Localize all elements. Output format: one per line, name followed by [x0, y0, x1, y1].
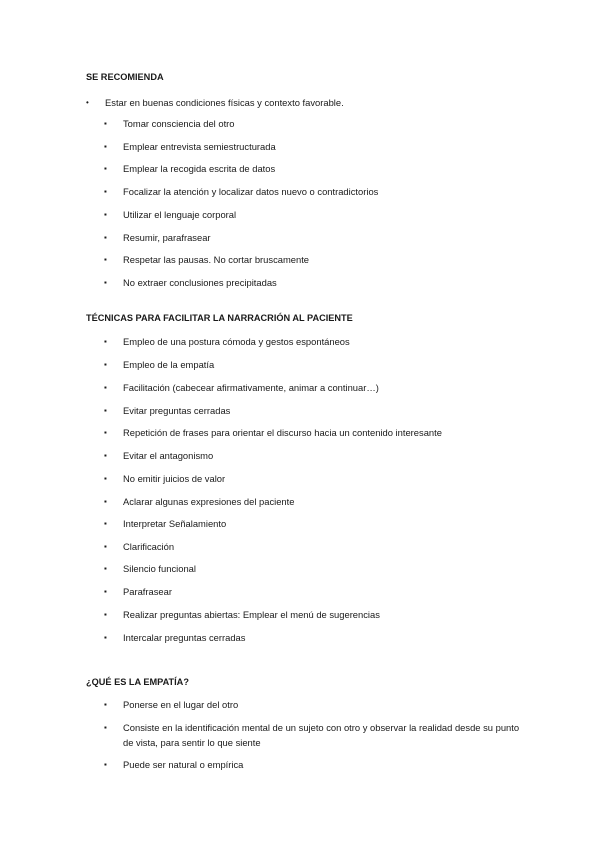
bullet-icon: ▪: [104, 451, 107, 460]
bullet-icon: ▪: [104, 542, 107, 551]
list-item-text: Utilizar el lenguaje corporal: [123, 209, 237, 220]
bullet-icon: ▪: [104, 278, 107, 287]
list-item-text: Respetar las pausas. No cortar bruscamente: [123, 254, 310, 265]
bullet-icon: ▪: [104, 187, 107, 196]
bullet-icon: ▪: [104, 406, 107, 415]
bullet-icon: •: [86, 98, 89, 107]
bullet-icon: ▪: [104, 760, 107, 769]
section-heading-recomienda: SE RECOMIENDA: [86, 72, 164, 82]
list-item-text: Resumir, parafrasear: [123, 232, 211, 243]
bullet-icon: ▪: [104, 233, 107, 242]
list-item-text: Evitar el antagonismo: [123, 450, 214, 461]
bullet-icon: ▪: [104, 255, 107, 264]
bullet-icon: ▪: [104, 723, 107, 732]
bullet-icon: ▪: [104, 164, 107, 173]
list-item-text: Realizar preguntas abiertas: Emplear el menú de sugerencias: [123, 609, 380, 620]
list-item-text: Aclarar algunas expresiones del paciente: [123, 496, 295, 507]
bullet-icon: ▪: [104, 474, 107, 483]
bullet-icon: ▪: [104, 210, 107, 219]
bullet-icon: ▪: [104, 119, 107, 128]
section-heading-empatia: ¿QUÉ ES LA EMPATÍA?: [86, 677, 189, 687]
bullet-icon: ▪: [104, 383, 107, 392]
bullet-icon: ▪: [104, 700, 107, 709]
list-item-text: Puede ser natural o empírica: [123, 759, 244, 770]
list-item-text: No extraer conclusiones precipitadas: [123, 277, 277, 288]
bullet-icon: ▪: [104, 142, 107, 151]
bullet-icon: ▪: [104, 587, 107, 596]
bullet-icon: ▪: [104, 633, 107, 642]
list-item-text: Repetición de frases para orientar el discurso hacia un contenido interesante: [123, 427, 442, 438]
list-item-text: Empleo de una postura cómoda y gestos espontáneos: [123, 336, 350, 347]
list-item-text: Evitar preguntas cerradas: [123, 405, 231, 416]
section-heading-tecnicas: TÉCNICAS PARA FACILITAR LA NARRACRIÓN AL PACIENTE: [86, 313, 353, 323]
list-item-text: Intercalar preguntas cerradas: [123, 632, 246, 643]
bullet-icon: ▪: [104, 610, 107, 619]
bullet-icon: ▪: [104, 564, 107, 573]
list-item-text: Consiste en la identificación mental de un sujeto con otro y observar la realidad desde su punto de vista, para sentir lo que siente: [123, 722, 520, 748]
list-item-text: Silencio funcional: [123, 563, 196, 574]
list-item-text: Focalizar la atención y localizar datos nuevo o contradictorios: [123, 186, 379, 197]
list-item-text: Estar en buenas condiciones físicas y contexto favorable.: [105, 97, 344, 108]
bullet-icon: ▪: [104, 497, 107, 506]
bullet-icon: ▪: [104, 519, 107, 528]
list-item-text: Tomar consciencia del otro: [123, 118, 235, 129]
list-item-text: Clarificación: [123, 541, 175, 552]
list-item-text: No emitir juicios de valor: [123, 473, 226, 484]
bullet-icon: ▪: [104, 337, 107, 346]
list-item-text: Ponerse en el lugar del otro: [123, 699, 239, 710]
list-item-text: Emplear entrevista semiestructurada: [123, 141, 276, 152]
list-item-text: Parafrasear: [123, 586, 172, 597]
list-item-text: Facilitación (cabecear afirmativamente, animar a continuar…): [123, 382, 379, 393]
bullet-icon: ▪: [104, 428, 107, 437]
list-item-text: Empleo de la empatía: [123, 359, 215, 370]
bullet-icon: ▪: [104, 360, 107, 369]
list-item-text: Emplear la recogida escrita de datos: [123, 163, 276, 174]
list-item-text: Interpretar Señalamiento: [123, 518, 227, 529]
